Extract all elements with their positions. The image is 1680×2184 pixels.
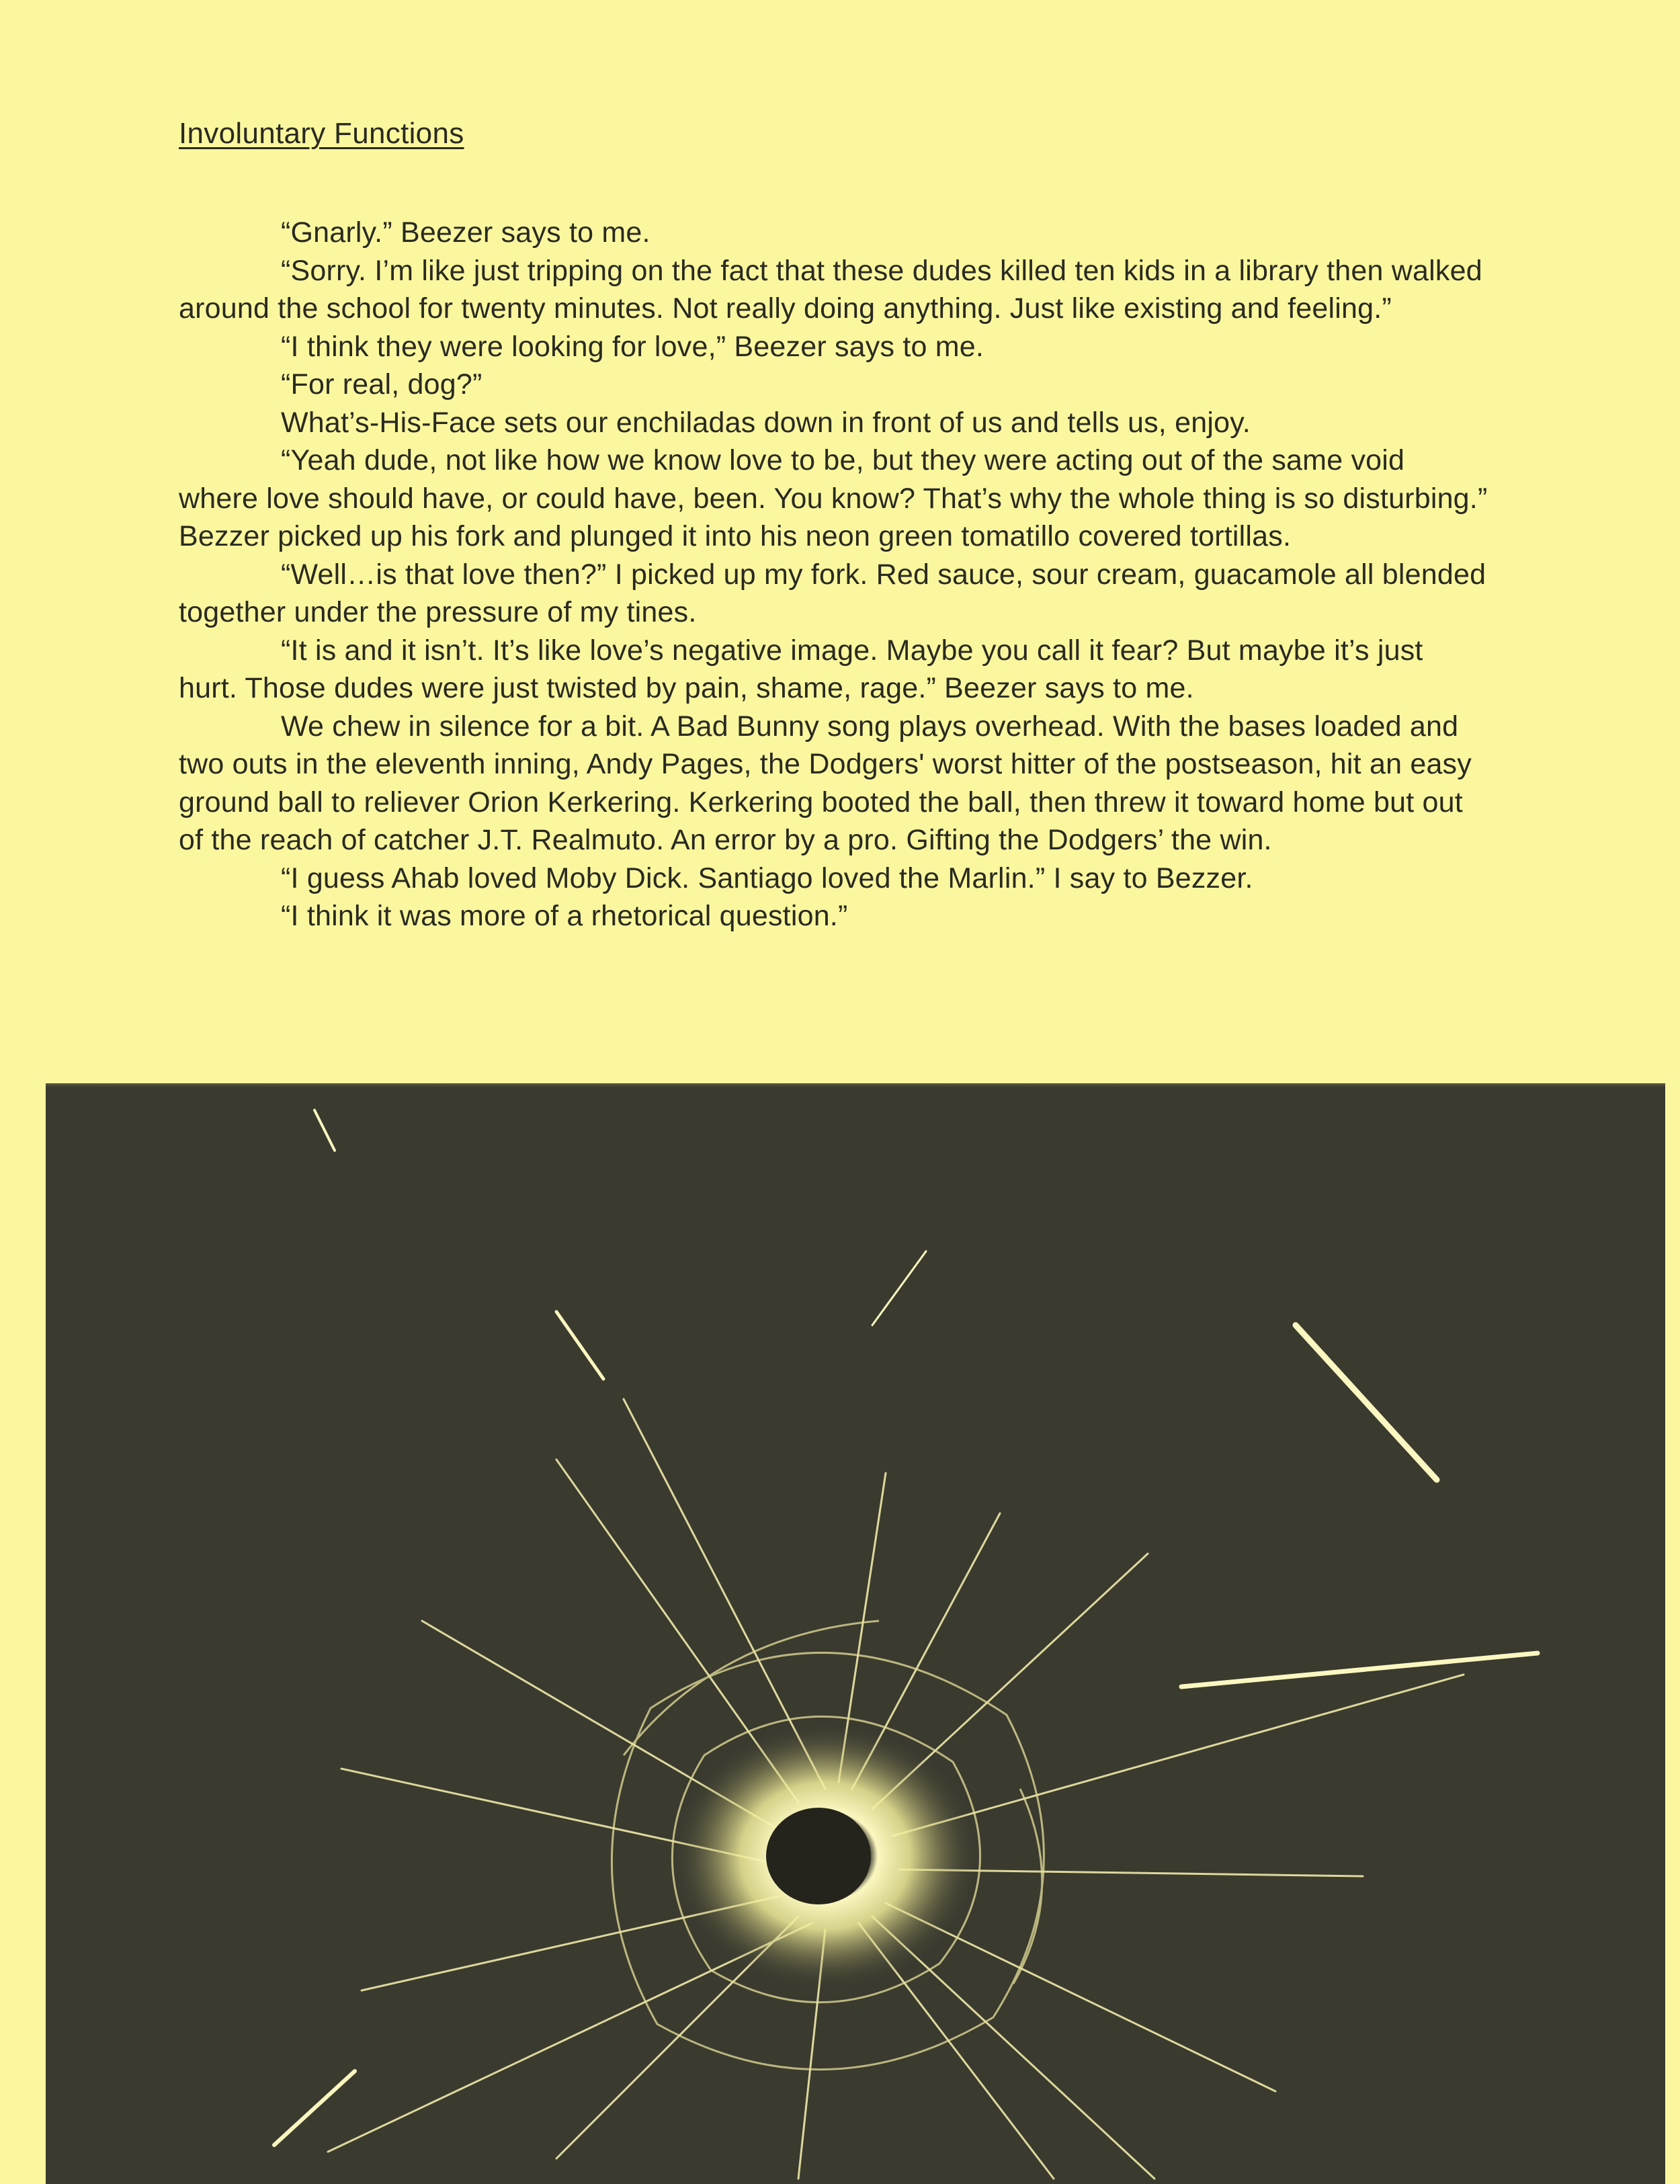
- cracked-glass-illustration: [46, 1083, 1665, 2184]
- paragraph: “Gnarly.” Beezer says to me.: [281, 216, 650, 249]
- paragraph: “Well…is that love then?” I picked up my fork. Red sauce, sour cream, guacamole all blended together under the pressure of my tines.: [179, 558, 1486, 628]
- bright-shards: [274, 1110, 1538, 2145]
- paragraph: We chew in silence for a bit. A Bad Bunny song plays overhead. With the bases loaded and two outs in the eleventh inning, Andy Pages, the Dodgers' worst hitter of the postseason, hit an easy ground ball to reliever Orion Kerkering. Kerkering booted the ball, then threw it toward home but out of the reach of catcher J.T. Realmuto. An error by a pro. Gifting the Dodgers’ the win.: [179, 710, 1472, 856]
- paragraph: “Sorry. I’m like just tripping on the fact that these dudes killed ten kids in a library then walked around the school for twenty minutes. Not really doing anything. Just like existing and feeling.”: [179, 254, 1482, 325]
- story-body: [179, 214, 1489, 935]
- paragraph: “Yeah dude, not like how we know love to be, but they were acting out of the same void where love should have, or could have, been. You know? That’s why the whole thing is so disturbing.” Bezzer picked up his fork and plunged it into his neon green tomatillo covered tortillas.: [179, 444, 1488, 552]
- document-title: Involuntary Functions: [179, 117, 464, 150]
- paragraph: “I think they were looking for love,” Beezer says to me.: [281, 330, 984, 363]
- paragraph: “It is and it isn’t. It’s like love’s negative image. Maybe you call it fear? But maybe it’s just hurt. Those dudes were just twisted by pain, shame, rage.” Beezer says to me.: [179, 634, 1423, 704]
- bullet-hole: [766, 1808, 871, 1904]
- paragraph: “For real, dog?”: [281, 368, 482, 401]
- bullet-hole-photo: [46, 1083, 1665, 2184]
- paragraph: “I guess Ahab loved Moby Dick. Santiago loved the Marlin.” I say to Bezzer.: [281, 862, 1253, 894]
- paragraph: What’s-His-Face sets our enchiladas down in front of us and tells us, enjoy.: [281, 406, 1251, 439]
- paragraph: “I think it was more of a rhetorical question.”: [281, 900, 848, 932]
